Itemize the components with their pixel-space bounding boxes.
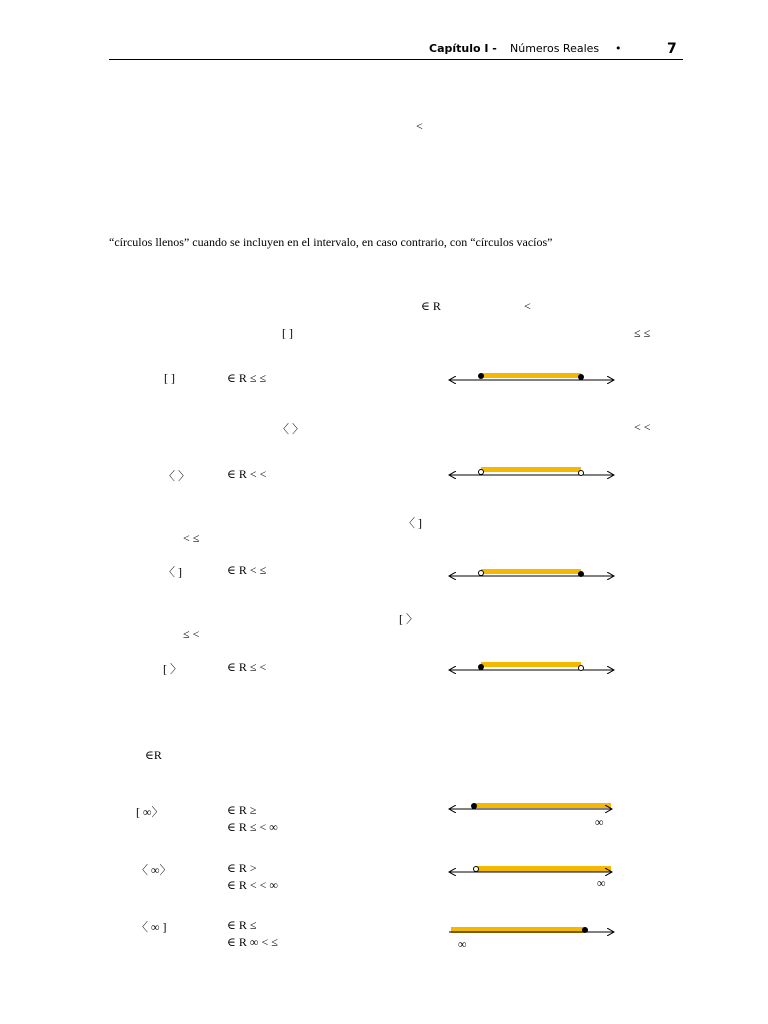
header-chapter: Capítulo I - [429, 42, 497, 55]
inf1-line2: ∈ R ≤ < ∞ [227, 820, 278, 834]
top-less-than: < [416, 119, 423, 133]
inf3-line1: ∈ R ≤ [227, 918, 257, 932]
open-interval-notation: 〈 〉 [163, 469, 191, 483]
filled-endpoint [478, 373, 484, 379]
open-endpoint [579, 471, 584, 476]
open-intro-relation: < < [634, 420, 651, 434]
inf3-infinity: ∞ [458, 937, 467, 951]
right-open-interval-set: ∈ R ≤ < [227, 660, 267, 674]
number-line-closed-to-infinity [449, 803, 612, 809]
open-endpoint [479, 470, 484, 475]
left-open-interval-notation: 〈 ] [163, 565, 182, 579]
number-line-open [449, 467, 614, 476]
filled-endpoint [471, 803, 477, 809]
number-line-left-open [449, 569, 614, 577]
interval-highlight [476, 866, 611, 872]
inf2-line2: ∈ R < < ∞ [227, 878, 278, 892]
intro-less-than: < [524, 299, 531, 313]
left-open-intro-relation: < ≤ [183, 531, 200, 545]
page-number: 7 [667, 41, 677, 57]
intro-belongs: ∈ R [421, 299, 441, 313]
right-open-intro-notation: [ 〉 [399, 612, 418, 626]
filled-endpoint [578, 374, 584, 380]
interval-highlight [481, 467, 581, 472]
left-open-intro-notation: 〈 ] [403, 516, 422, 530]
number-line-closed [449, 373, 614, 380]
filled-endpoint [478, 664, 484, 670]
filled-endpoint [582, 927, 588, 933]
inf1-notation: [ ∞〉 [136, 805, 164, 819]
open-interval-set: ∈ R < < [227, 467, 267, 481]
interval-highlight [474, 803, 611, 808]
interval-highlight [481, 569, 581, 574]
intro-relation: ≤ ≤ [634, 326, 651, 340]
interval-highlight [481, 662, 581, 667]
inf2-infinity: ∞ [597, 876, 606, 890]
header-chapter-name: Números Reales [510, 42, 600, 55]
inf2-line1: ∈ R > [227, 861, 257, 875]
open-intro-notation: 〈 〉 [277, 422, 305, 436]
inf1-line1: ∈ R ≥ [227, 803, 257, 817]
reals-label: ∈R [145, 748, 162, 762]
number-line-minus-infinity-to-closed [449, 927, 614, 933]
header-bullet: • [615, 42, 622, 55]
filled-endpoint [578, 571, 584, 577]
number-line-right-open [449, 662, 614, 671]
right-open-intro-relation: ≤ < [183, 627, 200, 641]
right-open-interval-notation: [ 〉 [163, 662, 182, 676]
closed-interval-notation: [ ] [164, 371, 175, 385]
left-open-interval-set: ∈ R < ≤ [227, 563, 267, 577]
inf3-notation: 〈 ∞ ] [136, 920, 167, 934]
intro-closed-notation: [ ] [282, 326, 293, 340]
inf1-infinity: ∞ [595, 815, 604, 829]
open-endpoint [479, 571, 484, 576]
circles-paragraph: “círculos llenos” cuando se incluyen en el intervalo, en caso contrario, con “círculos vacíos” [109, 235, 553, 249]
inf2-notation: 〈 ∞〉 [136, 863, 172, 877]
number-line-open-to-infinity [449, 866, 612, 872]
open-endpoint [579, 666, 584, 671]
interval-highlight [481, 373, 581, 378]
closed-interval-set: ∈ R ≤ ≤ [227, 371, 267, 385]
open-endpoint [474, 867, 479, 872]
inf3-line2: ∈ R ∞ < ≤ [227, 935, 278, 949]
